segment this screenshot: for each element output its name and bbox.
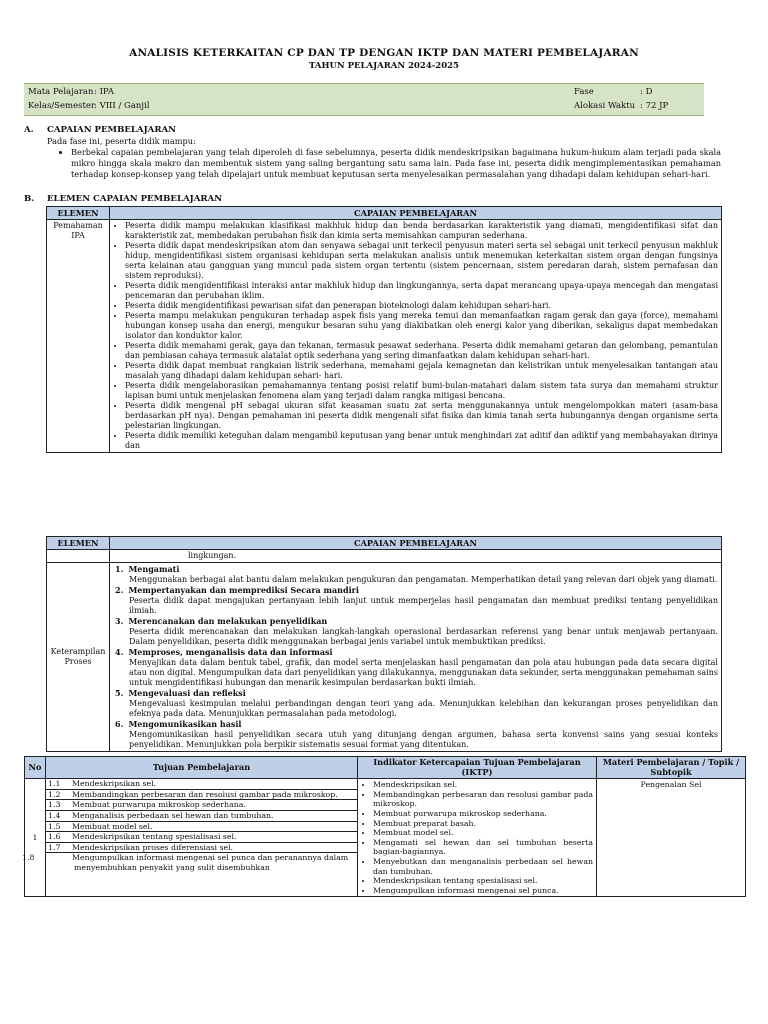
tp-cell [22, 779, 358, 897]
list-item: • Mendeskripsikan sel. [373, 780, 593, 790]
table-row [25, 779, 746, 897]
col-tp: Tujuan Pembelajaran [46, 757, 358, 779]
list-item: • Membandingkan perbesaran dan resolusi gambar pada mikroskop. [373, 790, 593, 809]
list-item: 6. Mengomunikasikan hasil Mengomunikasikan hasil penyelidikan secara utuh yang ditunjang dengan argumen, bahasa serta konvensi sains yang sesuai konteks penyelidikan. Menunjukkan pola berpikir sistematis sesuai format yang ditentukan. [115, 719, 718, 749]
col-no: No [25, 757, 46, 779]
document-subtitle: TAHUN PELAJARAN 2024-2025 [309, 61, 459, 71]
tp-item: 1.6 Mendeskripsikan tentang spesialisasi sel. [46, 832, 357, 843]
info-bar [24, 83, 704, 116]
cp-cell [110, 220, 722, 453]
document-title: ANALISIS KETERKAITAN CP DAN TP DENGAN IKTP DAN MATERI PEMBELAJARAN [129, 47, 639, 59]
kelas-value: : VIII / Ganjil [94, 101, 150, 111]
list-item: • Peserta didik dapat membuat rangkaian listrik sederhana, memahami gejala kemagnetan dan kelistrikan untuk menyelesaikan tantangan atau masalah yang dihadapi dalam kehidupan sehari- hari. [125, 361, 718, 381]
section-a-heading: CAPAIAN PEMBELAJARAN [47, 125, 176, 135]
alokasi-label: Alokasi Waktu [574, 101, 636, 111]
cp-continuation: lingkungan. [110, 550, 722, 563]
col-iktp: Indikator Ketercapaian Tujuan Pembelajaran (IKTP) [358, 757, 597, 779]
list-item: • Mengumpulkan informasi mengenai sel punca. [373, 886, 593, 896]
tp-item: 1.8 Mengumpulkan informasi mengenai sel punca dan peranannya dalam menyembuhkan penyakit yang sulit disembuhkan [22, 853, 349, 872]
table-row [47, 220, 722, 453]
section-a-letter: A. [24, 125, 34, 135]
materi-cell: Pengenalan Sel [597, 779, 746, 897]
list-item: 2. Mempertanyakan dan memprediksi Secara mandiri Peserta didik dapat mengajukan pertanyaan lebih lanjut untuk memperjelas hasil pengamatan dan membuat prediksi tentang penyelidikan ilmiah. [115, 585, 718, 615]
elemen-keterampilan: Keterampilan Proses [47, 563, 110, 752]
list-item: • Mendeskripsikan tentang spesialisasi sel. [373, 876, 593, 886]
list-item: 4. Memproses, menganalisis data dan informasi Menyajikan data dalam bentuk tabel, grafik, dan model serta menjelaskan hasil pengamatan dan pola atau hubungan pada data secara digital atau non digital. Mengumpulkan data dari penyelidikan yang dilakukannya, menggunakan data sekunder, serta menggunakan pemahaman sains untuk mengidentifikasi hubungan dan menarik kesimpulan berdasarkan bukti ilmiah. [115, 647, 718, 687]
list-item: • Peserta didik mampu melakukan klasifikasi makhluk hidup dan benda berdasarkan karakteristik yang diamati, mengidentifikasi sifat dan karakteristik zat, membedakan perubahan fisik dan kimia serta memisahkan campuran sederhana. [125, 221, 718, 241]
list-item: 3. Merencanakan dan melakukan penyelidikan Peserta didik merencanakan dan melakukan langkah-langkah operasional berdasarkan referensi yang benar untuk menjawab pertanyaan. Dalam penyelidikan, peserta didik menggunakan berbagai jenis variabel untuk membuktikan prediksi. [115, 616, 718, 646]
col-elemen: ELEMEN [47, 537, 110, 550]
list-item: • Peserta didik memahami gerak, gaya dan tekanan, termasuk pesawat sederhana. Peserta didik memahami getaran dan gelombang, pemantulan dan pembiasan cahaya termasuk alatalat optik sederhana yang sering dimanfaatkan dalam kehidupan sehari-hari. [125, 341, 718, 361]
tp-item: 1.2 Membandingkan perbesaran dan resolusi gambar pada mikroskop. [46, 790, 357, 801]
elemen-table-2 [46, 536, 722, 752]
list-item: • Membuat purwarupa mikroskop sederhana. [373, 809, 593, 819]
list-item: • Peserta didik mengidentifikasi interaksi antar makhluk hidup dan lingkungannya, serta dapat merancang upaya-upaya mencegah dan mengatasi pencemaran dan perubahan iklim. [125, 281, 718, 301]
section-a-intro: Pada fase ini, peserta didik mampu: [47, 136, 196, 146]
alokasi-value: : 72 JP [640, 101, 669, 111]
tp-item: 1.5 Membuat model sel. [46, 822, 357, 833]
list-item: • Peserta didik memiliki keteguhan dalam mengambil keputusan yang benar untuk menghindari zat aditif dan adiktif yang membahayakan dirinya dan [125, 431, 718, 451]
list-item: • Peserta mampu melakukan pengukuran terhadap aspek fisis yang mereka temui dan memanfaatkan ragam gerak dan gaya (force), memahami hubungan konsep usaha dan energi, mengukur besaran suhu yang diakibatkan oleh energi kalor yang diberikan, sekaligus dapat membedakan isolator dan konduktor kalor. [125, 311, 718, 341]
row-no: 1 [25, 779, 46, 897]
tp-item: 1.1 Mendeskripsikan sel. [46, 779, 357, 790]
col-materi: Materi Pembelajaran / Topik / Subtopik [597, 757, 746, 779]
tp-item: 1.4 Menganalisis perbedaan sel hewan dan tumbuhan. [46, 811, 357, 822]
elemen-table-1 [46, 206, 722, 453]
col-capaian: CAPAIAN PEMBELAJARAN [110, 537, 722, 550]
list-item: • Peserta didik mengelaborasikan pemahamannya tentang posisi relatif bumi-bulan-matahari dalam sistem tata surya dan memahami struktur lapisan bumi untuk menjelaskan fenomena alam yang terjadi dalam rangka mitigasi bencana. [125, 381, 718, 401]
tp-item: 1.7 Mendeskripsikan proses diferensiasi sel. [46, 843, 357, 854]
section-b-letter: B. [24, 194, 35, 204]
fase-value: : D [640, 87, 653, 97]
list-item: • Peserta didik dapat mendeskripsikan atom dan senyawa sebagai unit terkecil penyusun materi serta sel sebagai unit terkecil penyusun makhluk hidup, mengidentifikasi sistem organisasi kehidupan serta melakukan analisis untuk menemukan keterkaitan sistem organ dengan fungsinya serta kelainan atau gangguan yang muncul pada sistem organ tertentu (sistem pencernaan, sistem peredaran darah, sistem pernafasan dan sistem reproduksi). [125, 241, 718, 281]
col-elemen: ELEMEN [47, 207, 110, 220]
list-item: • Menyebutkan dan menganalisis perbedaan sel hewan dan tumbuhan. [373, 857, 593, 876]
list-item: • Membuat preparat basah. [373, 819, 593, 829]
list-item: 1. Mengamati Menggunakan berbagai alat bantu dalam melakukan pengukuran dan pengamatan. Memperhatikan detail yang relevan dari objek yang diamati. [115, 564, 718, 584]
section-a-bullet: • Berbekal capaian pembelajaran yang telah diperoleh di fase sebelumnya, peserta didik mendeskripsikan bagaimana hukum-hukum alam terjadi pada skala mikro hingga skala makro dan membentuk sistem yang saling bergantung satu sama lain. Pada fase ini, peserta didik mengimplementasikan pemahaman terhadap konsep-konsep yang telah dipelajari untuk membuat keputusan serta menyelesaikan permasalahan yang dihadapi dalam kehidupan sehari-hari. [71, 147, 721, 181]
list-item: • Peserta didik mengenal pH sebagai ukuran sifat keasaman suatu zat serta menggunakannya untuk mengelompokkan materi (asam-basa berdasarkan pH nya). Dengan pemahaman ini peserta didik mengenali sifat fisika dan kimia tanah serta hubungannya dengan organisme serta pelestarian lingkungan. [125, 401, 718, 431]
list-item: • Membuat model sel. [373, 828, 593, 838]
section-a-bullet-list [47, 147, 721, 181]
col-capaian: CAPAIAN PEMBELAJARAN [110, 207, 722, 220]
tp-iktp-table [24, 756, 746, 897]
elemen-pemahaman: Pemahaman IPA [47, 220, 110, 453]
fase-label: Fase [574, 87, 594, 97]
iktp-cell [358, 779, 597, 897]
kelas-label: Kelas/Semester [28, 101, 95, 111]
mapel-label: Mata Pelajaran [28, 87, 94, 97]
list-item: • Mengamati sel hewan dan sel tumbuhan beserta bagian-bagiannya. [373, 838, 593, 857]
kp-cell [110, 563, 722, 752]
table-row [47, 550, 722, 563]
tp-item: 1.3 Membuat purwarupa mikroskop sederhana. [46, 800, 357, 811]
table-row [47, 563, 722, 752]
list-item: • Peserta didik mengidentifikasi pewarisan sifat dan penerapan bioteknologi dalam kehidupan sehari-hari. [125, 301, 718, 311]
list-item: 5. Mengevaluasi dan refleksi Mengevaluasi kesimpulan melalui perbandingan dengan teori yang ada. Menunjukkan kelebihan dan kekurangan proses penyelidikan dan efeknya pada data. Menunjukkan permasalahan pada metodologi. [115, 688, 718, 718]
mapel-value: : IPA [94, 87, 115, 97]
section-b-heading: ELEMEN CAPAIAN PEMBELAJARAN [47, 194, 223, 204]
